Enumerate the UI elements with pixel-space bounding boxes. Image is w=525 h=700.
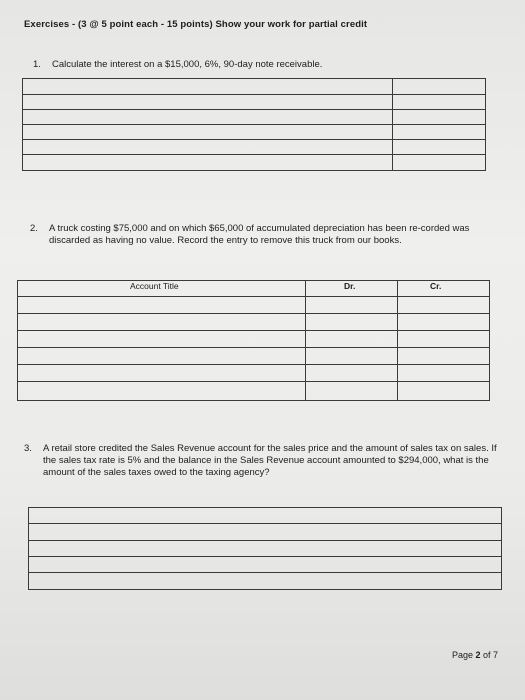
question-text: A truck costing $75,000 and on which $65,000 of accumulated depreciation has been re-corded was discarded as having no value. Record the entry to remove this truck from our books. — [49, 223, 470, 246]
current-page: 2 — [475, 650, 481, 660]
grid-cell[interactable] — [23, 110, 393, 125]
credit-header: Cr. — [398, 281, 490, 297]
page-prefix: Page — [452, 650, 476, 660]
grid-cell[interactable] — [23, 155, 393, 171]
page-number — [452, 650, 498, 660]
page-suffix: of 7 — [480, 650, 499, 660]
account-title-header: Account Title — [18, 281, 306, 297]
grid-cell[interactable] — [29, 508, 502, 524]
journal-cell[interactable] — [18, 348, 306, 365]
journal-cell[interactable] — [306, 365, 398, 382]
question-number: 2. — [30, 223, 38, 234]
exercises-heading: Exercises - (3 @ 5 point each - 15 points) Show your work for partial credit — [24, 19, 368, 30]
answer-grid-1 — [22, 78, 486, 171]
question-text: A retail store credited the Sales Revenue account for the sales price and the amount of sales tax on sales. If the sales tax rate is 5% and the balance in the Sales Revenue account amounted to $294,000, what is the amount of the sales taxes owed to the taxing agency? — [43, 443, 497, 478]
journal-entry-table — [17, 280, 490, 401]
grid-cell[interactable] — [393, 140, 486, 155]
journal-cell[interactable] — [18, 297, 306, 314]
question-number: 1. — [33, 59, 41, 70]
debit-header: Dr. — [306, 281, 398, 297]
grid-cell[interactable] — [29, 541, 502, 557]
journal-cell[interactable] — [18, 314, 306, 331]
journal-cell[interactable] — [398, 382, 490, 401]
journal-cell[interactable] — [306, 382, 398, 401]
question-text: Calculate the interest on a $15,000, 6%, 90-day note receivable. — [52, 59, 323, 70]
grid-cell[interactable] — [29, 524, 502, 541]
grid-cell[interactable] — [23, 140, 393, 155]
journal-cell[interactable] — [306, 331, 398, 348]
journal-cell[interactable] — [306, 348, 398, 365]
grid-cell[interactable] — [393, 95, 486, 110]
grid-cell[interactable] — [23, 125, 393, 140]
question-2 — [30, 223, 500, 263]
journal-cell[interactable] — [398, 348, 490, 365]
journal-cell[interactable] — [398, 365, 490, 382]
grid-cell[interactable] — [29, 557, 502, 573]
grid-cell[interactable] — [23, 95, 393, 110]
journal-cell[interactable] — [398, 314, 490, 331]
question-3 — [24, 443, 504, 495]
grid-cell[interactable] — [393, 110, 486, 125]
question-number: 3. — [24, 443, 32, 454]
grid-cell[interactable] — [393, 125, 486, 140]
journal-cell[interactable] — [18, 331, 306, 348]
grid-cell[interactable] — [393, 155, 486, 171]
grid-cell[interactable] — [23, 79, 393, 95]
journal-cell[interactable] — [306, 297, 398, 314]
journal-cell[interactable] — [18, 382, 306, 401]
journal-cell[interactable] — [398, 297, 490, 314]
journal-cell[interactable] — [398, 331, 490, 348]
grid-cell[interactable] — [29, 573, 502, 590]
grid-cell[interactable] — [393, 79, 486, 95]
journal-cell[interactable] — [306, 314, 398, 331]
answer-grid-3 — [28, 507, 502, 590]
journal-cell[interactable] — [18, 365, 306, 382]
